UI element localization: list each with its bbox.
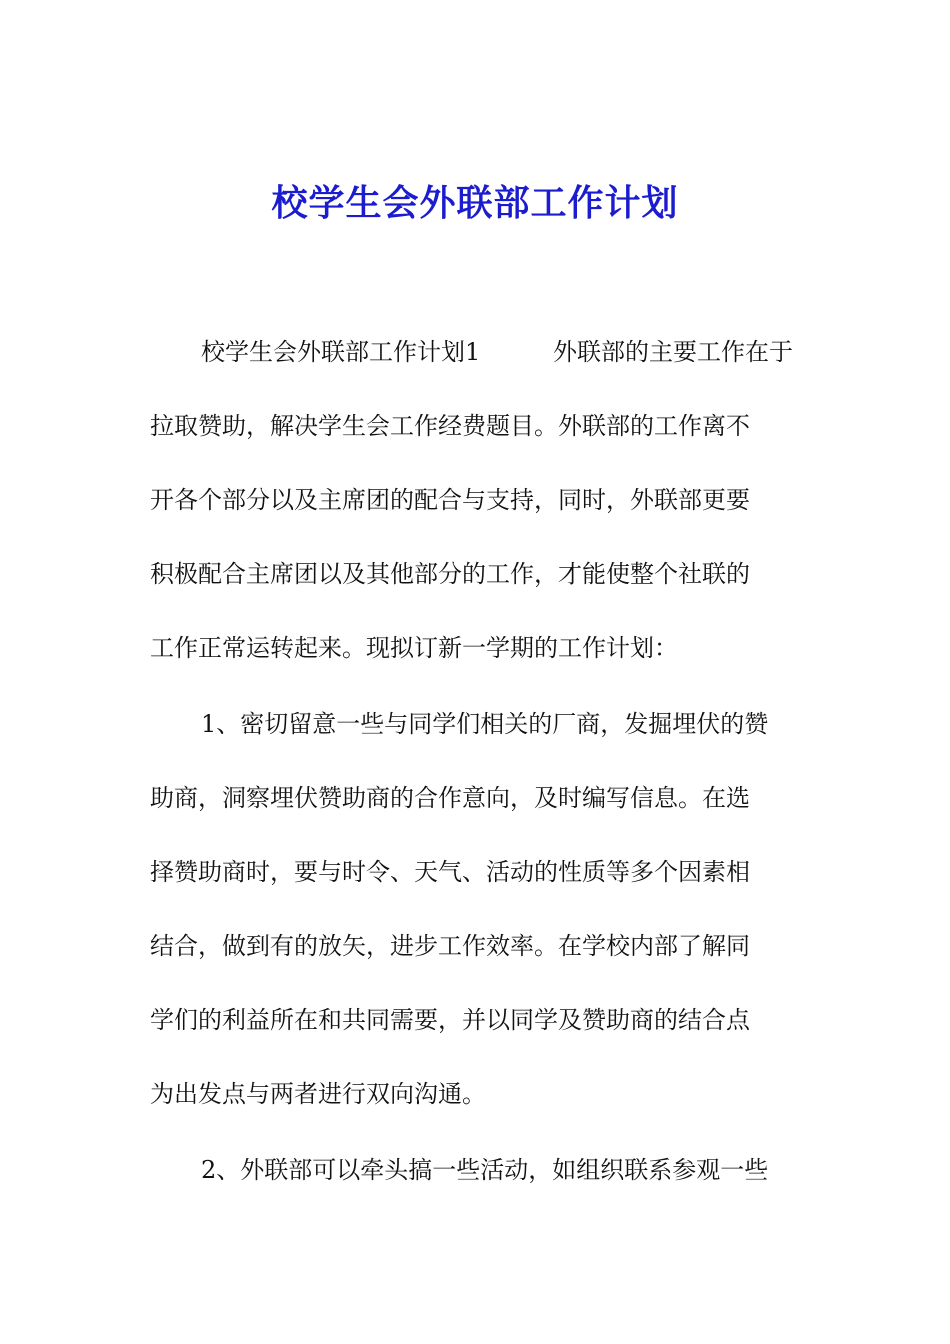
text-line-7	[0, 778, 950, 818]
text-line-10	[0, 1000, 950, 1040]
line-7-text: 助商，洞察埋伏赞助商的合作意向，及时编写信息。在选	[150, 784, 750, 812]
text-line-5	[0, 628, 950, 668]
line-1-text: 外联部的主要工作在于	[553, 338, 793, 366]
line-3-text: 开各个部分以及主席团的配合与支持，同时，外联部更要	[150, 486, 750, 514]
text-line-8	[0, 852, 950, 892]
text-line-2	[0, 406, 950, 446]
text-line-6	[0, 704, 950, 744]
line-1-heading: 校学生会外联部工作计划1	[201, 338, 481, 366]
line-8-text: 择赞助商时，要与时令、天气、活动的性质等多个因素相	[150, 858, 750, 886]
line-10-text: 学们的利益所在和共同需要，并以同学及赞助商的结合点	[150, 1006, 750, 1034]
document-title: 校学生会外联部工作计划	[271, 182, 679, 224]
text-line-9	[0, 926, 950, 966]
line-4-text: 积极配合主席团以及其他部分的工作，才能使整个社联的	[150, 560, 750, 588]
line-2-text: 拉取赞助，解决学生会工作经费题目。外联部的工作离不	[150, 412, 750, 440]
text-line-3	[0, 480, 950, 520]
text-line-4	[0, 554, 950, 594]
text-line-12	[0, 1150, 950, 1190]
line-9-text: 结合，做到有的放矢，进步工作效率。在学校内部了解同	[150, 932, 750, 960]
line-12-text: 2、外联部可以牵头搞一些活动，如组织联系参观一些	[201, 1156, 769, 1184]
line-5-text: 工作正常运转起来。现拟订新一学期的工作计划：	[150, 634, 678, 662]
text-line-1	[0, 332, 950, 372]
text-line-11	[0, 1074, 950, 1114]
line-6-text: 1、密切留意一些与同学们相关的厂商，发掘埋伏的赞	[201, 710, 769, 738]
line-11-text: 为出发点与两者进行双向沟通。	[150, 1080, 486, 1108]
